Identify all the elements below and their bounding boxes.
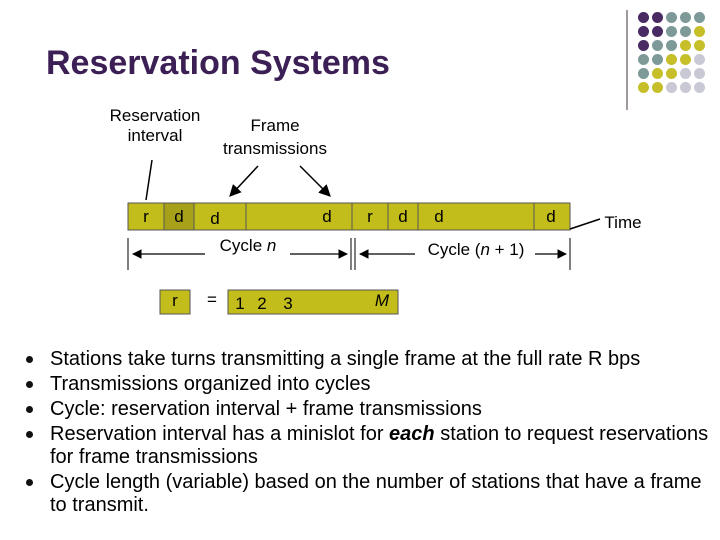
minislot-label: 3 [283, 294, 293, 313]
cell-label: d [210, 209, 220, 228]
bullet-item: Cycle: reservation interval + frame transmissions [50, 398, 710, 421]
minislot-label: 1 [235, 294, 245, 313]
reservation-label: Reservation [109, 106, 201, 125]
bullet-item: Cycle length (variable) based on the number of stations that have a frame to transmit. [50, 471, 710, 517]
cell-label: d [434, 207, 444, 226]
equals-sign: = [207, 290, 217, 309]
minislot-label: 2 [257, 294, 267, 313]
frame-label: Frame [250, 116, 300, 135]
timeline-cells [128, 203, 570, 230]
cycle-n1-label: Cycle (n + 1) [427, 240, 525, 259]
bullet-list [50, 348, 710, 519]
time-label: Time [604, 213, 642, 232]
cell-label: r [143, 207, 149, 226]
frame-arrow-right [300, 166, 330, 196]
bullet-item: Stations take turns transmitting a single frame at the full rate R bps [50, 348, 710, 371]
detail-r-label: r [172, 291, 178, 310]
minislot-label-last: M [374, 291, 390, 310]
cell-label: d [546, 207, 556, 226]
cell-label: d [398, 207, 408, 226]
cell-label: d [174, 207, 184, 226]
time-axis-line [570, 219, 600, 229]
cell-label: d [322, 207, 332, 226]
frame-arrow-left [230, 166, 258, 196]
bullet-item: Reservation interval has a minislot for each station to request reservations for frame transmissions [50, 423, 709, 468]
bullet-item: Transmissions organized into cycles [50, 373, 710, 396]
interval-label: interval [127, 126, 183, 145]
reservation-pointer [146, 160, 152, 200]
cycle-n-label: Cycle n [219, 236, 277, 255]
cell-label: r [367, 207, 373, 226]
slide-title: Reservation Systems [46, 44, 390, 82]
transmissions-label: transmissions [223, 139, 327, 158]
